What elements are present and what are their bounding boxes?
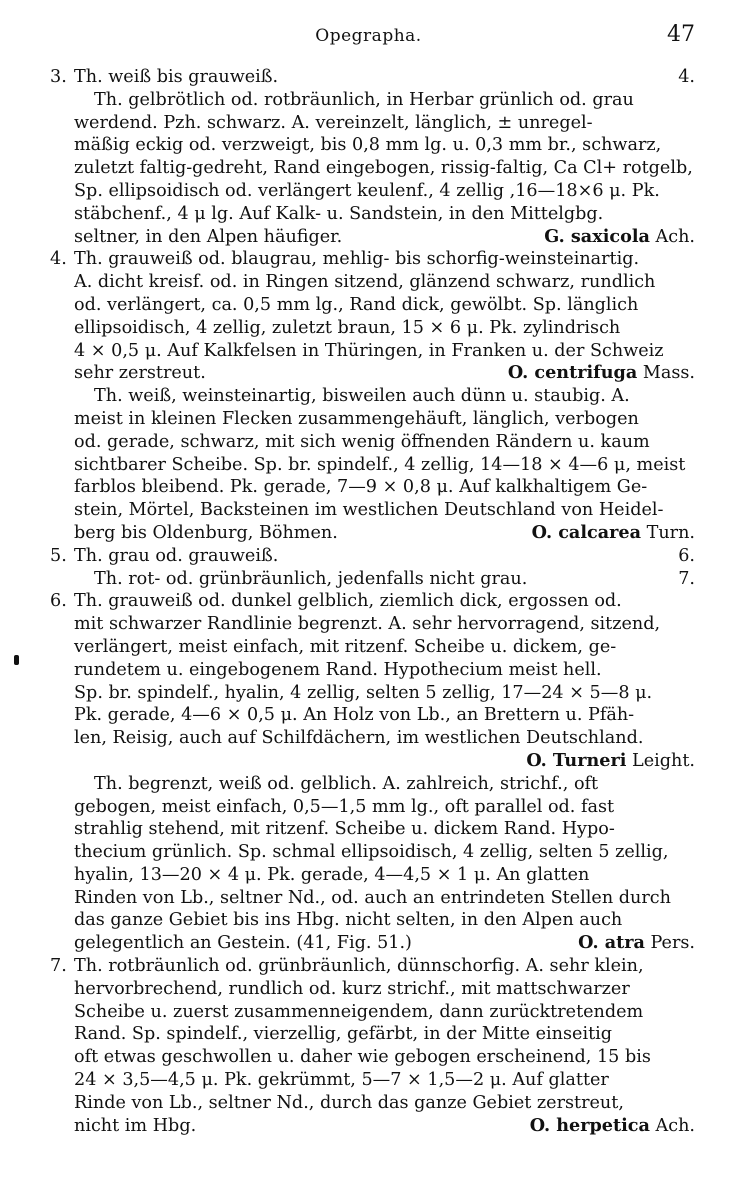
page-number: 47 [667,22,695,47]
text-line [50,727,695,750]
text-line [50,340,695,363]
species-author: Mass. [642,363,695,384]
text-line [50,203,695,226]
text-line [50,568,695,591]
line-text: hervorbrechend, rundlich od. kurz strichf., mit mattschwarzer [74,978,630,999]
page-header [0,22,737,52]
line-text: od. gerade, schwarz, mit sich wenig öffnenden Rändern u. kaum [74,431,650,452]
line-text: Th. gelbrötlich od. rotbräunlich, in Herbar grünlich od. grau [94,89,634,110]
line-text: das ganze Gebiet bis ins Hbg. nicht selten, in den Alpen auch [74,910,623,931]
text-line [50,248,695,271]
line-text: seltner, in den Alpen häufiger. [74,226,343,247]
key-number: 6. [50,591,67,612]
line-text: 24 × 3,5—4,5 μ. Pk. gekrümmt, 5—7 × 1,5—2 μ. Auf glatter [74,1070,609,1091]
line-text: Th. weiß bis grauweiß. [74,67,279,87]
text-line [50,545,695,568]
text-line [50,636,695,659]
species-name [508,362,695,385]
line-text: Th. grauweiß od. blaugrau, mehlig- bis schorfig-weinsteinartig. [74,249,640,270]
species-author: Ach. [655,226,695,247]
text-line [50,476,695,499]
line-text: Th. rotbräunlich od. grünbräunlich, dünnschorfig. A. sehr klein, [74,956,644,977]
line-text: Th. rot- od. grünbräunlich, jedenfalls nicht grau. [94,568,528,589]
text-line [50,682,695,705]
species-name [532,522,695,545]
line-text: ellipsoidisch, 4 zellig, zuletzt braun, 15 × 6 μ. Pk. zylindrisch [74,317,621,338]
species-binomial: O. calcarea [531,521,641,543]
text-line [50,66,695,89]
line-text: gebogen, meist einfach, 0,5—1,5 mm lg., oft parallel od. fast [74,796,615,817]
text-line [50,1023,695,1046]
text-line [50,522,695,545]
line-text: rundetem u. eingebogenem Rand. Hypothecium meist hell. [74,659,602,680]
line-text: A. dicht kreisf. od. in Ringen sitzend, glänzend schwarz, rundlich [74,272,656,293]
lead-number: 4. [678,67,695,87]
running-title: Opegrapha. [315,26,422,46]
line-text: gelegentlich an Gestein. (41, Fig. 51.) [74,933,412,954]
line-text: sehr zerstreut. [74,363,206,384]
text-line [50,659,695,682]
line-text: oft etwas geschwollen u. daher wie gebogen erscheinend, 15 bis [74,1047,651,1068]
species-author: Leight. [632,750,695,771]
text-line [50,1115,695,1138]
species-name [544,226,695,249]
text-line [50,157,695,180]
text-line [50,887,695,910]
line-text: len, Reisig, auch auf Schilfdächern, im westlichen Deutschland. [74,728,644,749]
species-author: Pers. [650,933,695,954]
line-text: Scheibe u. zuerst zusammenneigendem, dann zurücktretendem [74,1001,644,1022]
species-binomial: O. centrifuga [507,362,638,384]
text-line [50,499,695,522]
species-binomial: O. Turneri [526,749,627,771]
line-text: werdend. Pzh. schwarz. A. vereinzelt, länglich, ± unregel- [74,112,593,133]
line-text: hyalin, 13—20 × 4 μ. Pk. gerade, 4—4,5 × 1 μ. An glatten [74,864,590,885]
text-line [50,408,695,431]
key-number: 7. [50,956,67,977]
line-text: farblos bleibend. Pk. gerade, 7—9 × 0,8 μ. Auf kalkhaltigem Ge- [74,477,648,498]
text-line [50,818,695,841]
species-name [530,1115,695,1138]
line-text: Sp. ellipsoidisch od. verlängert keulenf., 4 zellig ,16—18×6 μ. Pk. [74,180,660,201]
line-text: Pk. gerade, 4—6 × 0,5 μ. An Holz von Lb., an Brettern u. Pfäh- [74,705,635,726]
line-text: strahlig stehend, mit ritzenf. Scheibe u. dickem Rand. Hypo- [74,819,615,840]
species-author: Ach. [655,1115,695,1136]
species-binomial: O. atra [578,932,645,954]
species-binomial: O. herpetica [529,1114,650,1136]
line-text: Th. weiß, weinsteinartig, bisweilen auch dünn u. staubig. A. [94,386,630,407]
text-line [50,454,695,477]
text-line [50,704,695,727]
line-text: Th. begrenzt, weiß od. gelblich. A. zahlreich, strichf., oft [94,773,599,794]
line-text: Th. grauweiß od. dunkel gelblich, ziemlich dick, ergossen od. [74,591,622,612]
text-line [50,796,695,819]
line-text: meist in kleinen Flecken zusammengehäuft, länglich, verbogen [74,408,639,429]
species-name [526,750,695,773]
line-text: Rinde von Lb., seltner Nd., durch das ganze Gebiet zerstreut, [74,1092,624,1113]
line-text: berg bis Oldenburg, Böhmen. [74,522,338,543]
lead-number: 6. [678,545,695,566]
text-line [50,385,695,408]
line-text: Th. grau od. grauweiß. [74,545,279,566]
text-line [50,362,695,385]
margin-mark [14,655,19,665]
line-text: mäßig eckig od. verzweigt, bis 0,8 mm lg. u. 0,3 mm br., schwarz, [74,135,662,156]
text-line [50,955,695,978]
line-text: mit schwarzer Randlinie begrenzt. A. sehr hervorragend, sitzend, [74,614,661,635]
text-line [50,1046,695,1069]
text-line [50,134,695,157]
line-text: Sp. br. spindelf., hyalin, 4 zellig, selten 5 zellig, 17—24 × 5—8 μ. [74,682,653,703]
text-line [50,89,695,112]
text-line [50,431,695,454]
text-line [50,590,695,613]
text-line [50,773,695,796]
line-text: thecium grünlich. Sp. schmal ellipsoidisch, 4 zellig, selten 5 zellig, [74,842,669,863]
line-text: zuletzt faltig-gedreht, Rand eingebogen, rissig-faltig, Ca Cl+ rotgelb, [74,158,693,179]
line-text: od. verlängert, ca. 0,5 mm lg., Rand dick, gewölbt. Sp. länglich [74,294,639,315]
text-line [50,1092,695,1115]
text-line [50,294,695,317]
key-number: 4. [50,249,67,270]
text-line [50,864,695,887]
text-body [50,66,695,1137]
text-line [50,271,695,294]
species-name [578,932,695,955]
line-text: verlängert, meist einfach, mit ritzenf. Scheibe u. dickem, ge- [74,636,617,657]
text-line [50,1001,695,1024]
text-line [50,613,695,636]
line-text: Rinden von Lb., seltner Nd., od. auch an entrindeten Stellen durch [74,887,671,908]
line-text: stein, Mörtel, Backsteinen im westlichen Deutschland von Heidel- [74,500,664,521]
species-binomial: G. saxicola [544,225,650,247]
line-text: stäbchenf., 4 μ lg. Auf Kalk- u. Sandstein, in den Mittelgbg. [74,203,604,224]
line-text: sichtbarer Scheibe. Sp. br. spindelf., 4 zellig, 14—18 × 4—6 μ, meist [74,454,686,475]
key-number: 3. [50,67,67,87]
line-text: 4 × 0,5 μ. Auf Kalkfelsen in Thüringen, in Franken u. der Schweiz [74,340,664,361]
lead-number: 7. [678,568,695,589]
text-line [50,112,695,135]
text-line [50,750,695,773]
text-line [50,1069,695,1092]
line-text: nicht im Hbg. [74,1115,197,1136]
text-line [50,932,695,955]
text-line [50,841,695,864]
text-line [50,180,695,203]
text-line [50,317,695,340]
text-line [50,909,695,932]
species-author: Turn. [646,522,695,543]
line-text: Rand. Sp. spindelf., vierzellig, gefärbt, in der Mitte einseitig [74,1024,613,1045]
key-number: 5. [50,545,67,566]
text-line [50,978,695,1001]
text-line [50,226,695,249]
